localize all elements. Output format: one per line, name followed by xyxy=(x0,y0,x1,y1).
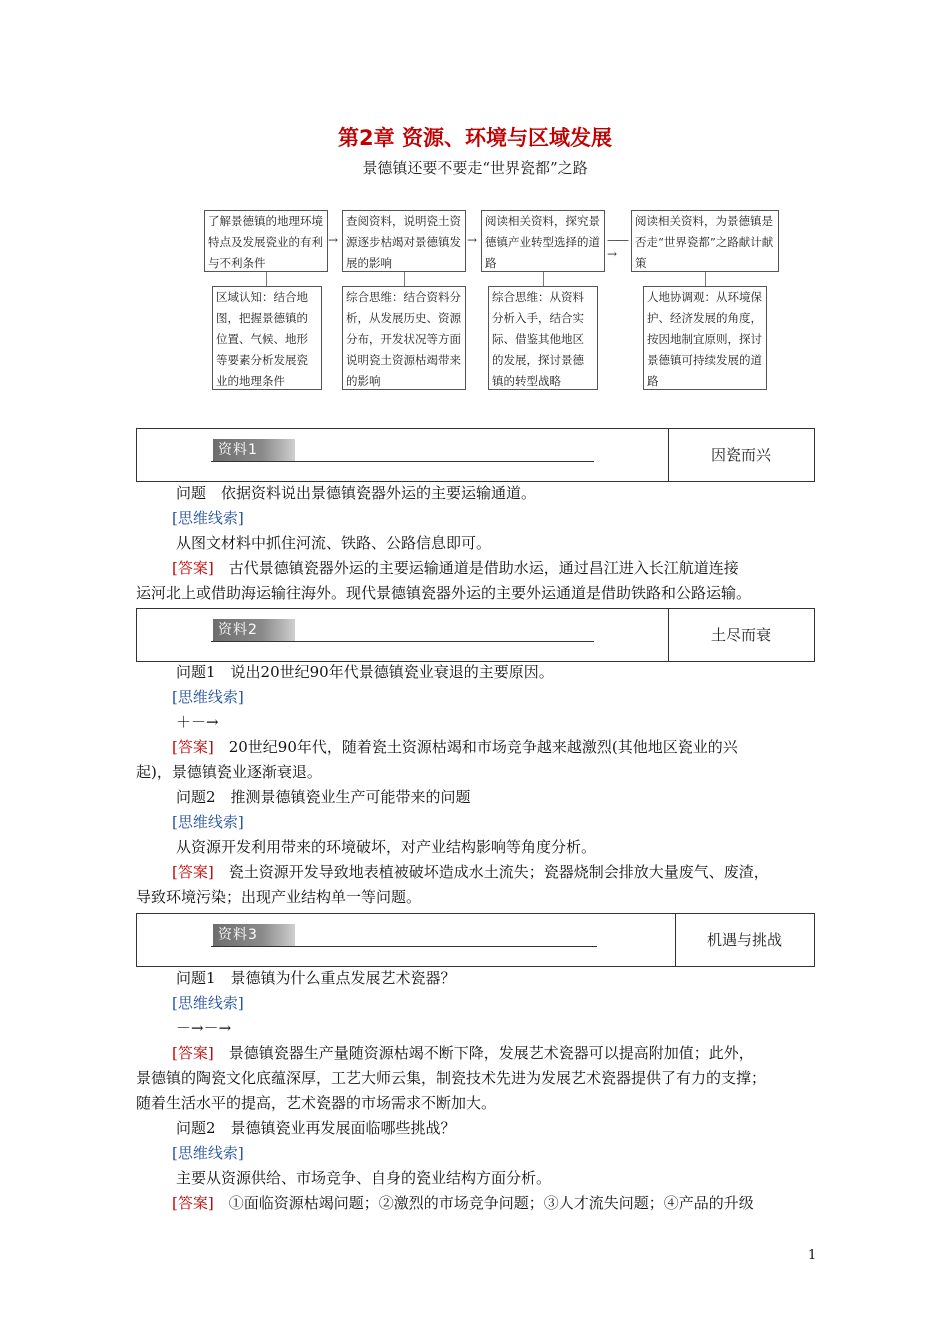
flow-step-4: 阅读相关资料，为景德镇是否走“世界瓷都”之路献计献策 xyxy=(631,210,779,272)
answer-line xyxy=(172,860,769,885)
answer-text: 起)，景德镇瓷业逐渐衰退。 xyxy=(136,763,322,781)
competency-4: 人地协调观：从环境保护、经济发展的角度，按因地制宜原则，探讨景德镇可持续发展的道路 xyxy=(643,286,767,390)
answer-text: ①面临资源枯竭问题；②激烈的市场竞争问题；③人才流失问题；④产品的升级 xyxy=(213,1194,754,1212)
underline xyxy=(211,641,594,642)
question: 问题2 景德镇瓷业再发展面临哪些挑战？ xyxy=(176,1119,456,1137)
flow-connector xyxy=(705,272,706,286)
question: 问题 依据资料说出景德镇瓷器外运的主要运输通道。 xyxy=(176,484,537,502)
answer-label: [答案] xyxy=(172,559,214,577)
answer-label: [答案] xyxy=(172,1194,214,1212)
underline xyxy=(211,461,594,462)
answer-text: 瓷土资源开发导致地表植被破坏造成水土流失；瓷器烧制会排放大量废气、废渣， xyxy=(213,863,769,881)
flow-arrow: → xyxy=(328,233,339,247)
clue-label: [思维线索] xyxy=(172,813,244,831)
answer-text: 运河北上或借助海运输往海外。现代景德镇瓷器外运的主要外运通道是借助铁路和公路运输。 xyxy=(136,584,752,602)
answer-text: 景德镇瓷器生产量随资源枯竭不断下降，发展艺术瓷器可以提高附加值；此外， xyxy=(213,1044,754,1062)
page-number: 1 xyxy=(808,1248,817,1263)
resource-3-tag: 资料3 xyxy=(213,924,295,946)
answer-line xyxy=(172,1041,754,1066)
resource-2-theme: 土尽而衰 xyxy=(710,626,771,644)
clue-label: [思维线索] xyxy=(172,688,244,706)
clue-text: 主要从资源供给、市场竞争、自身的瓷业结构方面分析。 xyxy=(176,1169,552,1187)
answer-text: 景德镇的陶瓷文化底蕴深厚，工艺大师云集，制瓷技术先进为发展艺术瓷器提供了有力的支撑； xyxy=(136,1069,767,1087)
answer-line xyxy=(172,556,739,581)
competency-1: 区域认知：结合地图，把握景德镇的位置、气候、地形等要素分析发展瓷业的地理条件 xyxy=(212,286,322,390)
answer-label: [答案] xyxy=(172,863,214,881)
answer-label: [答案] xyxy=(172,1044,214,1062)
flow-connector xyxy=(266,272,267,286)
answer-text: 导致环境污染；出现产业结构单一等问题。 xyxy=(136,888,422,906)
resource-2-tag: 资料2 xyxy=(213,619,295,641)
answer-label: [答案] xyxy=(172,738,214,756)
clue-label: [思维线索] xyxy=(172,1144,244,1162)
competency-3: 综合思维：从资料分析入手，结合实际、借鉴其他地区的发展，探讨景德镇的转型战略 xyxy=(488,286,598,390)
clue-label: [思维线索] xyxy=(172,994,244,1012)
flow-step-3: 阅读相关资料，探究景德镇产业转型选择的道路 xyxy=(481,210,605,272)
flow-step-2: 查阅资料，说明瓷土资源逐步枯竭对景德镇发展的影响 xyxy=(342,210,466,272)
clue-text: 从图文材料中抓住河流、铁路、公路信息即可。 xyxy=(176,534,492,552)
answer-text: 随着生活水平的提高，艺术瓷器的市场需求不断加大。 xyxy=(136,1094,497,1112)
chapter-title: 第2章 资源、环境与区域发展 xyxy=(338,126,612,150)
chapter-subtitle: 景德镇还要不要走“世界瓷都”之路 xyxy=(362,159,588,177)
question: 问题2 推测景德镇瓷业生产可能带来的问题 xyxy=(176,788,471,806)
resource-1-header xyxy=(136,428,815,482)
clue-text: ＋－→ xyxy=(176,713,219,731)
question: 问题1 说出20世纪90年代景德镇瓷业衰退的主要原因。 xyxy=(176,663,554,681)
flow-arrow: → xyxy=(467,233,478,247)
flow-arrow: ——→ xyxy=(607,233,627,261)
answer-text: 20世纪90年代，随着瓷土资源枯竭和市场竞争越来越激烈(其他地区瓷业的兴 xyxy=(213,738,738,756)
clue-text: －→－→ xyxy=(176,1019,232,1037)
question: 问题1 景德镇为什么重点发展艺术瓷器？ xyxy=(176,969,456,987)
competency-2: 综合思维：结合资料分析，从发展历史、资源分布，开发状况等方面说明瓷土资源枯竭带来的影响 xyxy=(342,286,466,390)
resource-1-tag: 资料1 xyxy=(213,439,295,461)
resource-3-header xyxy=(136,913,815,967)
flow-step-1: 了解景德镇的地理环境特点及发展瓷业的有利与不利条件 xyxy=(204,210,328,272)
clue-text: 从资源开发利用带来的环境破坏，对产业结构影响等角度分析。 xyxy=(176,838,597,856)
resource-3-theme: 机遇与挑战 xyxy=(706,931,782,949)
resource-1-theme: 因瓷而兴 xyxy=(710,446,771,464)
answer-text: 古代景德镇瓷器外运的主要运输通道是借助水运，通过昌江进入长江航道连接 xyxy=(213,559,739,577)
clue-label: [思维线索] xyxy=(172,509,244,527)
underline xyxy=(211,946,597,947)
answer-line xyxy=(172,1191,754,1216)
resource-2-header xyxy=(136,608,815,662)
flow-connector xyxy=(404,272,405,286)
answer-line xyxy=(172,735,738,760)
flow-connector xyxy=(543,272,544,286)
